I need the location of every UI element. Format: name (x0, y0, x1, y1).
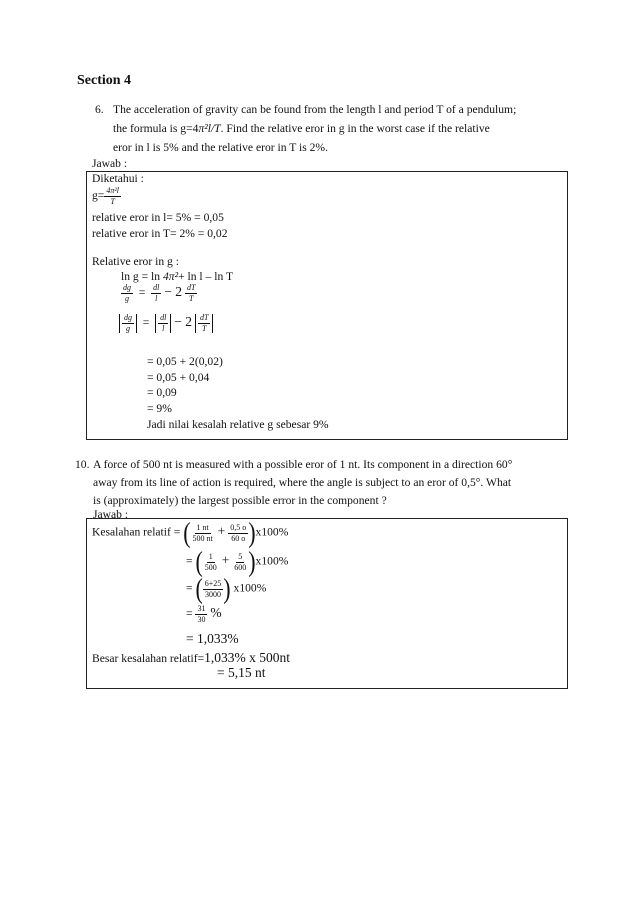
question-10-line2: away from its line of action is required, where the angle is subject to an eror of 0,5°. What (93, 476, 512, 489)
question-10-jawab: Jawab : (93, 508, 129, 521)
question-6-line2-end: . Find the relative eror in g in the worst case if the relative (220, 122, 490, 135)
relative-error-line-2: = ( $\frac{1}{500}$ + $\frac{5}{600}$ )x100% (186, 545, 289, 578)
relative-error-result: = 1,033% (186, 631, 239, 646)
g-fraction: $\frac{\text{4π²l}}{T}$ (106, 186, 119, 206)
diketahui-label: Diketahui : (92, 172, 144, 185)
relative-error-line-3: = ( $\frac{6+25}{3000}$ ) x100% (186, 572, 267, 605)
question-6-line3: eror in l is 5% and the relative eror in T is 2%. (113, 141, 328, 154)
relative-error-t: relative eror in T= 2% = 0,02 (92, 227, 228, 240)
absolute-differential-equation: $\frac{dg}{g}$ = $\frac{dl}{l}$ − 2 $\frac{dT}{T}$ (119, 314, 213, 333)
conclusion-6: Jadi nilai kesalah relative g sebesar 9% (147, 418, 329, 431)
question-6-number: 6. (95, 103, 104, 116)
relative-error-g-heading: Relative eror in g : (92, 255, 179, 268)
g-equals: g= (92, 189, 105, 203)
question-6-line1: The acceleration of gravity can be found from the length l and period T of a pendulum; (113, 103, 517, 116)
relative-error-line-1: Kesalahan relatif = ( $\frac{1 nt}{500 nt}$ + $\frac{0,5 o}{60 o}$ )x100% (92, 516, 289, 549)
g-formula (92, 187, 121, 206)
absolute-error-line: Besar kesalahan relatif=1,033% x 500nt (92, 650, 290, 665)
step-2: = 0,05 + 0,04 (147, 371, 210, 384)
final-answer: = 5,15 nt (217, 665, 266, 680)
relative-error-line-4: = $\frac{31}{30}$ % (186, 604, 222, 624)
relative-error-l: relative eror in l= 5% = 0,05 (92, 211, 224, 224)
question-6-formula: π²l/T (198, 122, 221, 135)
question-10-line1: A force of 500 nt is measured with a possible eror of 1 nt. Its component in a direction 60° (93, 458, 513, 471)
step-1: = 0,05 + 2(0,02) (147, 355, 223, 368)
question-6-line2 (113, 122, 490, 135)
step-3: = 0,09 (147, 386, 177, 399)
question-10-number: 10. (75, 458, 90, 471)
question-10-line3: is (approximately) the largest possible error in the component ? (93, 494, 387, 507)
ln-equation: ln g = ln 4π²+ ln l – ln T (121, 270, 234, 283)
step-4: = 9% (147, 402, 172, 415)
question-6-line2-start: the formula is g=4 (113, 122, 199, 135)
section-title: Section 4 (77, 73, 132, 88)
differential-equation: $\frac{dg}{g}$ = $\frac{dl}{l}$ − 2 $\frac{dT}{T}$ (123, 283, 196, 303)
question-6-jawab: Jawab : (92, 157, 128, 170)
